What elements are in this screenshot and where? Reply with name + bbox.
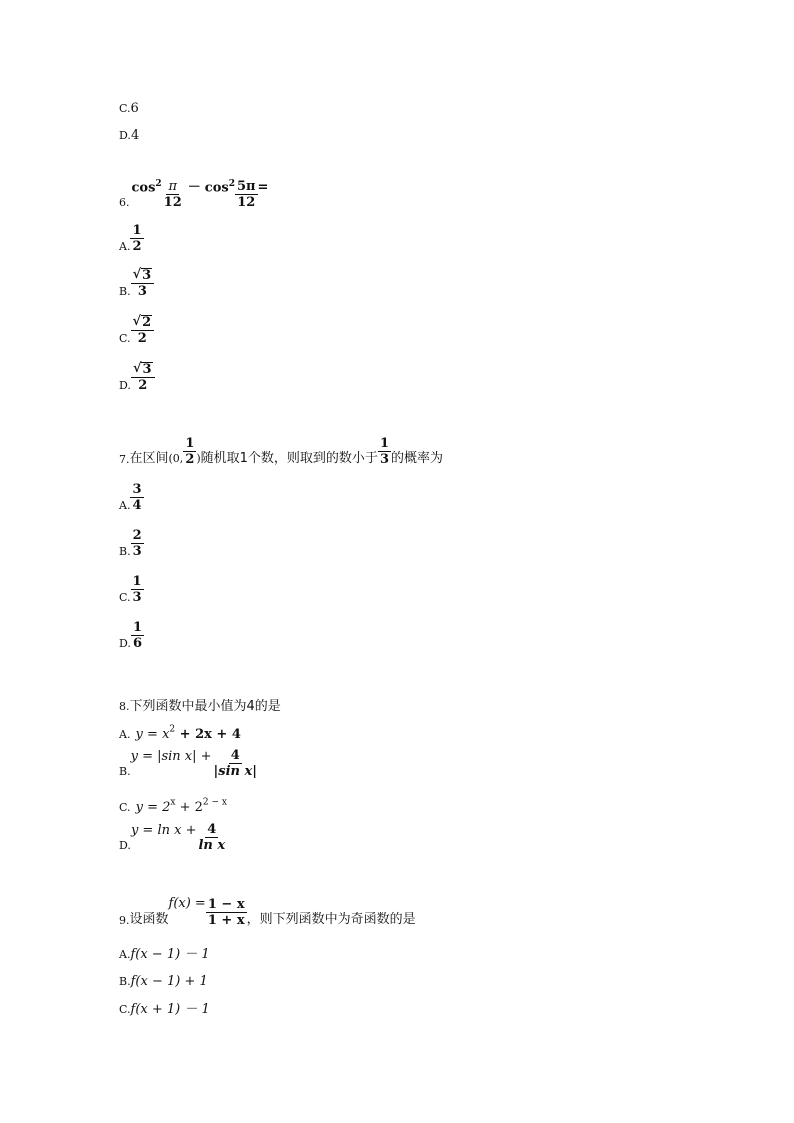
q7-option-c: C. $\frac{1}{3}$ — [119, 574, 142, 605]
q8-option-b: B. y = |sin x| + $\frac{4}{\text{|sin x|}}$ — [119, 748, 257, 779]
q9-option-c: C.f(x + 1) － 1 — [119, 1002, 210, 1017]
q6-fraction-2: $\frac{5\pi}{12}$ — [236, 179, 256, 210]
q6-option-b: B. √ 3 3 — [119, 268, 154, 298]
q8-stem: 8.下列函数中最小值为4的是 — [119, 699, 281, 714]
q6-number: 6. — [119, 196, 130, 209]
q6-minus: － — [187, 180, 201, 195]
q6-fraction-1: $\frac{\pi}{12}$ — [163, 179, 182, 210]
q8-option-d: D. y = ln x + $\frac{4}{\text{ln x}}$ — [119, 822, 226, 853]
q6-option-d: D. √ 3 2 — [119, 362, 155, 392]
q9-stem: 9. 设函数 f(x) = $\frac{1 - x}{1 + x}$ ，则下列函数中为奇函数的是 — [119, 896, 416, 928]
q8-option-a: A. $y = x^2 + 2x + 4$ — [119, 724, 241, 742]
q5-option-d: D.4 — [119, 128, 140, 143]
q9-option-b: B.f(x − 1) + 1 — [119, 974, 208, 989]
q7-option-b: B. $\frac{2}{3}$ — [119, 528, 142, 559]
q9-option-a: A.f(x − 1) － 1 — [119, 947, 210, 962]
q8-option-c: C. $y = 2^x + 2^{2 - x}$ — [119, 797, 227, 815]
q7-number: 7. — [119, 453, 130, 466]
q6-option-c: C. √ 2 2 — [119, 315, 154, 345]
q6-stem — [119, 176, 268, 209]
q5-option-c: C.6 — [119, 101, 139, 116]
q7-option-a: A. $\frac{3}{4}$ — [119, 482, 142, 513]
q6-cos-2: $\cos^2$ — [204, 178, 235, 195]
q6-option-a: A. $\frac{1}{2}$ — [119, 223, 142, 254]
q6-equals: = — [257, 180, 269, 195]
q7-option-d: D. $\frac{1}{6}$ — [119, 620, 142, 651]
q7-stem: 7. 在区间 (0, $\frac{1}{2}$ ) 随机取1个数，则取到的数小于 $\frac{1}{3}$ 的概率为 — [119, 436, 443, 467]
q6-cos-1: $\cos^2$ — [131, 178, 162, 195]
